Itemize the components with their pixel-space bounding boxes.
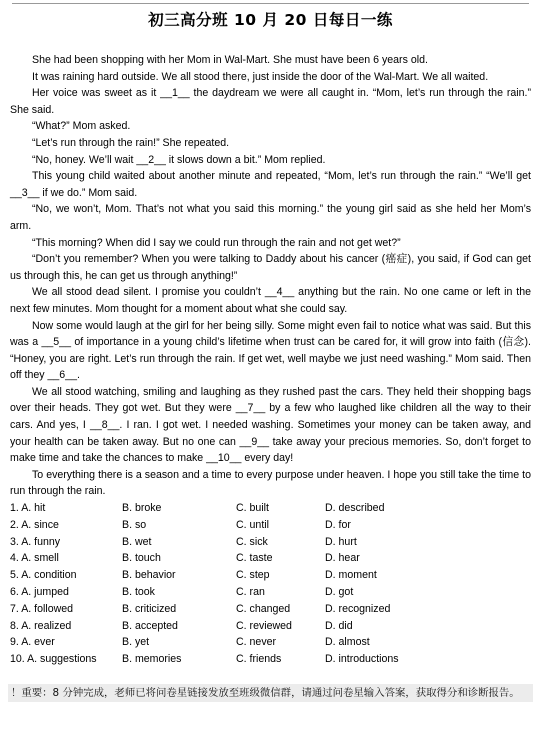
paragraph: It was raining hard outside. We all stood there, just inside the door of the Wal-Mart. We all waited. — [32, 70, 489, 83]
question-row — [10, 651, 531, 668]
option-c: C. never — [236, 636, 277, 649]
paragraph: “Let’s run through the rain!” She repeated. — [32, 136, 230, 149]
option-b: B. touch — [122, 552, 161, 565]
option-a: 1. A. hit — [10, 502, 46, 514]
option-d: D. for — [325, 518, 351, 531]
paragraph: “No, honey. We’ll wait __2__ it slows down a bit.” Mom replied. — [32, 153, 326, 166]
paragraph: Her voice was sweet as it __1__ the daydream we were all caught in. “Mom, let’s run through the rain.” She said. — [10, 87, 531, 116]
option-d: D. described — [325, 502, 385, 514]
option-d: D. introductions — [325, 653, 399, 666]
option-c: C. taste — [236, 552, 273, 565]
option-a: 9. A. ever — [10, 636, 55, 649]
option-a: 3. A. funny — [10, 535, 61, 548]
question-row — [10, 567, 531, 584]
option-b: B. so — [122, 518, 147, 531]
option-b: B. behavior — [122, 569, 176, 582]
option-d: D. almost — [325, 636, 370, 649]
passage — [10, 52, 531, 500]
option-c: C. sick — [236, 535, 268, 548]
paragraph: We all stood dead silent. I promise you couldn’t __4__ anything but the rain. No one came or left in the next few minutes. Mom thought for a moment about what she could say. — [10, 286, 531, 315]
option-a: 5. A. condition — [10, 569, 77, 582]
paragraph: “This morning? When did I say we could run through the rain and not get wet?” — [32, 236, 401, 249]
paragraph: Now some would laugh at the girl for her being silly. Some might even fail to notice what was said. But this was a __5__ of importance in a young child’s lifetime when trust can be cared for, it will grow into faith (信念). “Honey, you are right. Let’s run through the rain. If get wet, well maybe we just need washing.” Mom said. Then off they __6__. — [10, 319, 531, 382]
question-row — [10, 601, 531, 618]
option-d: D. got — [325, 585, 354, 598]
paragraph: She had been shopping with her Mom in Wal-Mart. She must have been 6 years old. — [32, 54, 428, 66]
option-c: C. changed — [236, 602, 291, 615]
paragraph: We all stood watching, smiling and laughing as they rushed past the cars. They held their shopping bags over their heads. They got wet. But they were __7__ by a few who laughed like children all the way to their cars. And yes, I __8__. I ran. I got wet. I needed washing. Sometimes your money can be taken away, and your health can be taken away. But no one can __9__ take away your precious memories. So, don’t forget to make time and take the chances to make __10__ every day! — [10, 385, 531, 465]
option-b: B. criticized — [122, 602, 177, 615]
question-row — [10, 584, 531, 601]
option-b: B. accepted — [122, 619, 178, 632]
option-b: B. wet — [122, 535, 152, 548]
option-c: C. until — [236, 518, 269, 531]
paragraph: “No, we won’t, Mom. That’s not what you said this morning.” the young girl said as she held her Mom’s arm. — [10, 203, 531, 232]
option-a: 7. A. followed — [10, 602, 74, 615]
option-c: C. ran — [236, 585, 265, 598]
top-rule — [12, 3, 529, 4]
option-a: 6. A. jumped — [10, 585, 69, 598]
option-a: 2. A. since — [10, 518, 59, 531]
important-note: ！重要：8 分钟完成，老师已将问卷星链接发放至班级微信群，请通过问卷星输入答案，获取得分和诊断报告。 — [8, 684, 533, 702]
option-d: D. hear — [325, 552, 360, 565]
question-row — [10, 517, 531, 534]
option-c: C. friends — [236, 653, 282, 666]
options-list — [10, 500, 531, 668]
option-b: B. broke — [122, 502, 162, 514]
option-a: 8. A. realized — [10, 619, 72, 632]
paragraph: To everything there is a season and a time to every purpose under heaven. I hope you still take the time to run through the rain. — [10, 468, 531, 498]
paragraph: “What?” Mom asked. — [32, 120, 131, 133]
option-a: 10. A. suggestions — [10, 653, 97, 666]
paragraph: This young child waited about another minute and repeated, “Mom, let’s run through the rain.” “We’ll get __3__ if we do.” Mom said. — [10, 170, 531, 199]
option-b: B. yet — [122, 636, 150, 649]
option-c: C. reviewed — [236, 619, 292, 632]
option-d: D. hurt — [325, 535, 357, 548]
question-row — [10, 500, 531, 517]
question-row — [10, 618, 531, 635]
option-d: D. did — [325, 619, 353, 632]
option-b: B. took — [122, 585, 155, 598]
question-row — [10, 534, 531, 551]
question-row — [10, 634, 531, 651]
option-a: 4. A. smell — [10, 552, 59, 565]
option-d: D. recognized — [325, 602, 391, 615]
paragraph: “Don’t you remember? When you were talking to Daddy about his cancer (癌症), you said, if God can get us through this, he can get us through anything!” — [10, 253, 531, 282]
option-b: B. memories — [122, 653, 182, 666]
option-c: C. built — [236, 502, 269, 514]
option-c: C. step — [236, 569, 270, 582]
page-title: 初三高分班 10 月 20 日每日一练 — [148, 11, 393, 29]
question-row — [10, 550, 531, 567]
option-d: D. moment — [325, 569, 377, 582]
